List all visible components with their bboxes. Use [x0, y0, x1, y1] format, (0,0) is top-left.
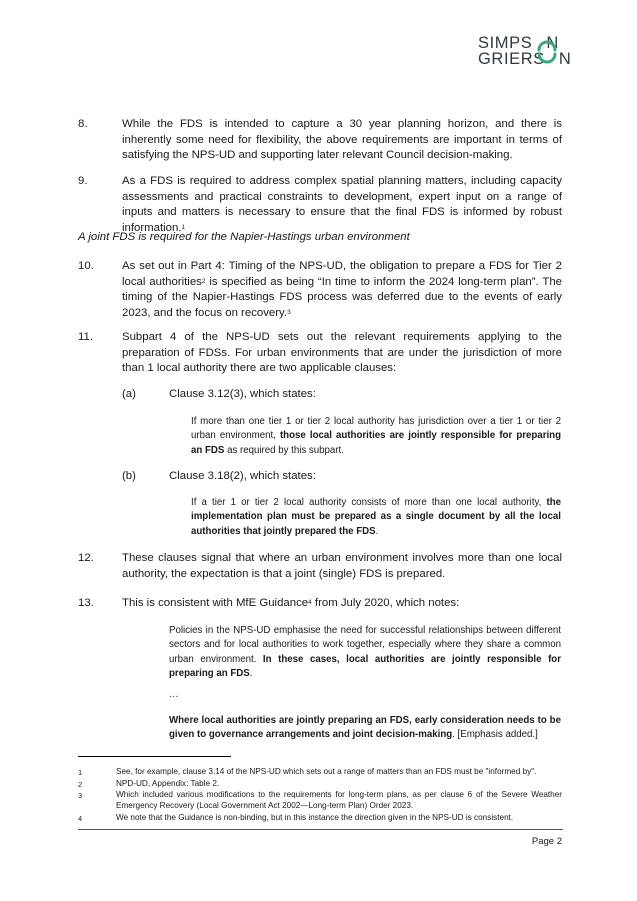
paragraph-number: 9. [78, 175, 88, 187]
paragraph-number: 11. [78, 331, 93, 343]
sub-item-text: Clause 3.18(2), which states: [169, 470, 316, 482]
logo-text-line1-end: N [546, 34, 559, 52]
logo-mark-icon [536, 37, 558, 67]
footnote-number: 2 [78, 780, 83, 789]
paragraph-text: While the FDS is intended to capture a 30 year planning horizon, and there is inherently some need for flexibility, the above requirements are important in terms of satisfying the NPS-UD and supporting later relevant Council decision-making. [122, 118, 562, 162]
paragraph-text: As set out in Part 4: Timing of the NPS-UD, the obligation to prepare a FDS for Tier 2 local authorities$^2$ is specified as being “In time to inform the 2024 long-term plan”. The timing of the Napier-Hastings FDS process was deferred due to the events of early 2023, and the focus on recovery.$^3$ [122, 260, 562, 320]
footnote-separator [78, 756, 231, 757]
ellipsis: … [169, 689, 179, 700]
block-quote: If a tier 1 or tier 2 local authority consists of more than one local authority, the implementation plan must be prepared as a single document by all the local authorities that jointly prepared the FDS. [191, 497, 561, 537]
simpson-grierson-logo [478, 33, 578, 69]
paragraph-number: 12. [78, 552, 94, 564]
block-quote: If more than one tier 1 or tier 2 local authority has jurisdiction over a tier 1 or tier 2 urban environment, those local authorities are jointly responsible for preparing an FDS as required by this subpart. [191, 416, 561, 456]
footnote-number: 4 [78, 814, 83, 823]
paragraph-text: This is consistent with MfE Guidance$^4$ from July 2020, which notes: [122, 597, 460, 609]
footnote-ref: 2 [201, 277, 206, 285]
footnote-ref: 4 [308, 599, 312, 606]
paragraph-number: 10. [78, 260, 94, 272]
footnote-text: Which included various modifications to the requirements for long-term plans, as per clause 6 of the Severe Weather Emergency Recovery (Local Government Act 2002—Long-term Plan) Order 2023. [116, 790, 562, 810]
logo-text-line2: GRIERS [478, 50, 545, 68]
sub-item-text: Clause 3.12(3), which states: [169, 388, 316, 400]
footer-separator [78, 829, 563, 830]
footnote-ref: 3 [287, 309, 291, 317]
footnote-number: 3 [78, 791, 83, 800]
logo-text-line2-end: N [558, 50, 572, 68]
logo-text-line1: SIMPS [478, 34, 533, 52]
section-heading: A joint FDS is required for the Napier-Hastings urban environment [78, 231, 410, 243]
footnote-text: NPD-UD, Appendix: Table 2. [116, 779, 220, 788]
footnote-text: See, for example, clause 3.14 of the NPS-UD which sets out a range of matters than an FDS must be "informed by". [116, 767, 537, 776]
block-quote: Policies in the NPS-UD emphasise the need for successful relationships between different sectors and for local authorities to work together, especially where they share a common urban environment. In these cases, local authorities are jointly responsible for preparing an FDS. [169, 625, 561, 679]
footnote-text: We note that the Guidance is non-binding, but in this instance the direction given in the NPS-UD is consistent. [116, 813, 514, 822]
page-number: Page 2 [531, 836, 562, 847]
paragraph-text: Subpart 4 of the NPS-UD sets out the relevant requirements applying to the preparation of FDSs. For urban environments that are under the jurisdiction of more than 1 local authority there are two applicable clauses: [122, 331, 562, 375]
paragraph-text: These clauses signal that where an urban environment involves more than one local authority, the expectation is that a joint (single) FDS is prepared. [122, 552, 562, 580]
paragraph-text: As a FDS is required to address complex spatial planning matters, including capacity assessments and practical constraints to development, expert input on a range of inputs and matters is necessary to ensure that the final FDS is informed by robust information.$^1$ [122, 175, 562, 235]
paragraph-number: 8. [78, 118, 88, 130]
block-quote: Where local authorities are jointly preparing an FDS, early consideration needs to be given to governance arrangements and joint decision-making. [Emphasis added.] [169, 715, 561, 741]
footnote-number: 1 [78, 768, 83, 777]
paragraph-number: 13. [78, 597, 94, 609]
sub-item-label: (a) [122, 388, 136, 400]
footnote-ref: 1 [181, 224, 186, 232]
sub-item-label: (b) [122, 470, 136, 482]
